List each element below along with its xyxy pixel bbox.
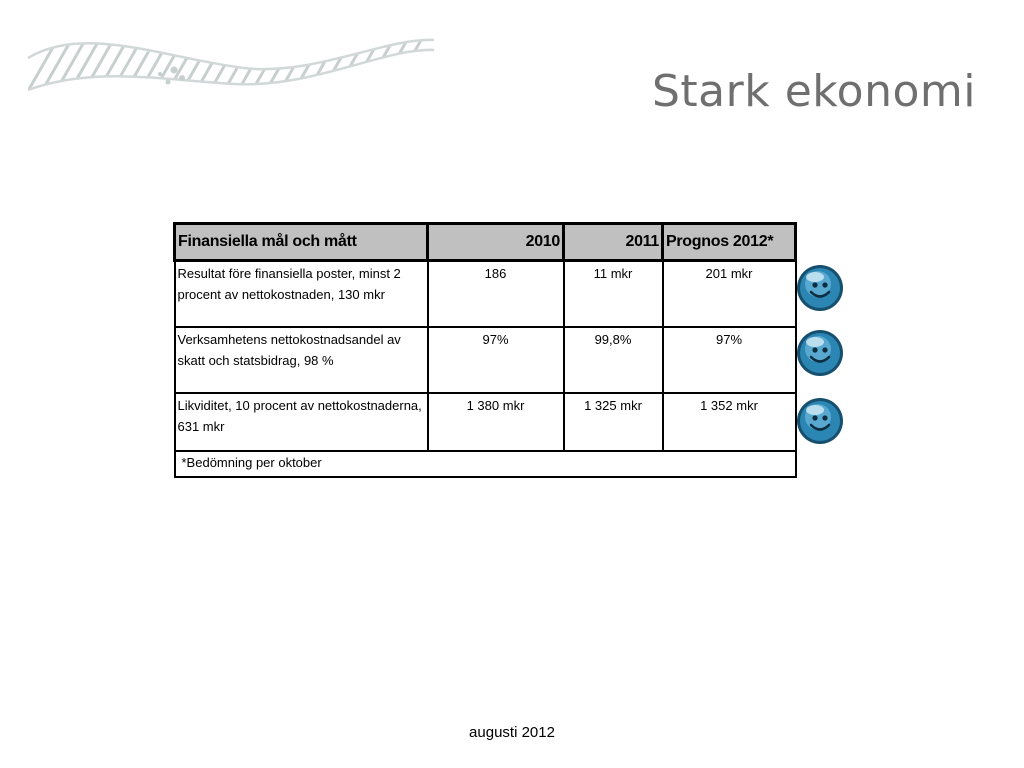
cell-2010: 97% <box>428 327 564 393</box>
table-row <box>175 261 796 328</box>
header-goals: Finansiella mål och mått <box>175 224 428 261</box>
table-header-row <box>175 224 796 261</box>
table-row <box>175 393 796 451</box>
header-prognos-2012: Prognos 2012* <box>663 224 796 261</box>
slide-title: Stark ekonomi <box>652 66 976 117</box>
cell-2011: 11 mkr <box>564 261 663 328</box>
table-footnote: *Bedömning per oktober <box>175 451 796 477</box>
header-2011: 2011 <box>564 224 663 261</box>
cell-prognos-2012: 1 352 mkr <box>663 393 796 451</box>
dna-helix-logo-icon <box>24 28 434 100</box>
row-label: Verksamhetens nettokostnadsandel av skatt och statsbidrag, 98 % <box>175 327 428 393</box>
cell-prognos-2012: 201 mkr <box>663 261 796 328</box>
cell-2010: 1 380 mkr <box>428 393 564 451</box>
slide-footer-date: augusti 2012 <box>469 724 555 741</box>
row-label: Likviditet, 10 procent av nettokostnaderna, 631 mkr <box>175 393 428 451</box>
table-note-row <box>175 451 796 477</box>
smiley-icon <box>795 396 845 446</box>
cell-prognos-2012: 97% <box>663 327 796 393</box>
table-row <box>175 327 796 393</box>
smiley-icon <box>795 328 845 378</box>
cell-2011: 99,8% <box>564 327 663 393</box>
header-2010: 2010 <box>428 224 564 261</box>
financial-goals-table <box>173 222 797 478</box>
row-label: Resultat före finansiella poster, minst 2 procent av nettokostnaden, 130 mkr <box>175 261 428 328</box>
financial-goals-table-container <box>173 222 795 478</box>
cell-2011: 1 325 mkr <box>564 393 663 451</box>
cell-2010: 186 <box>428 261 564 328</box>
smiley-icon <box>795 263 845 313</box>
